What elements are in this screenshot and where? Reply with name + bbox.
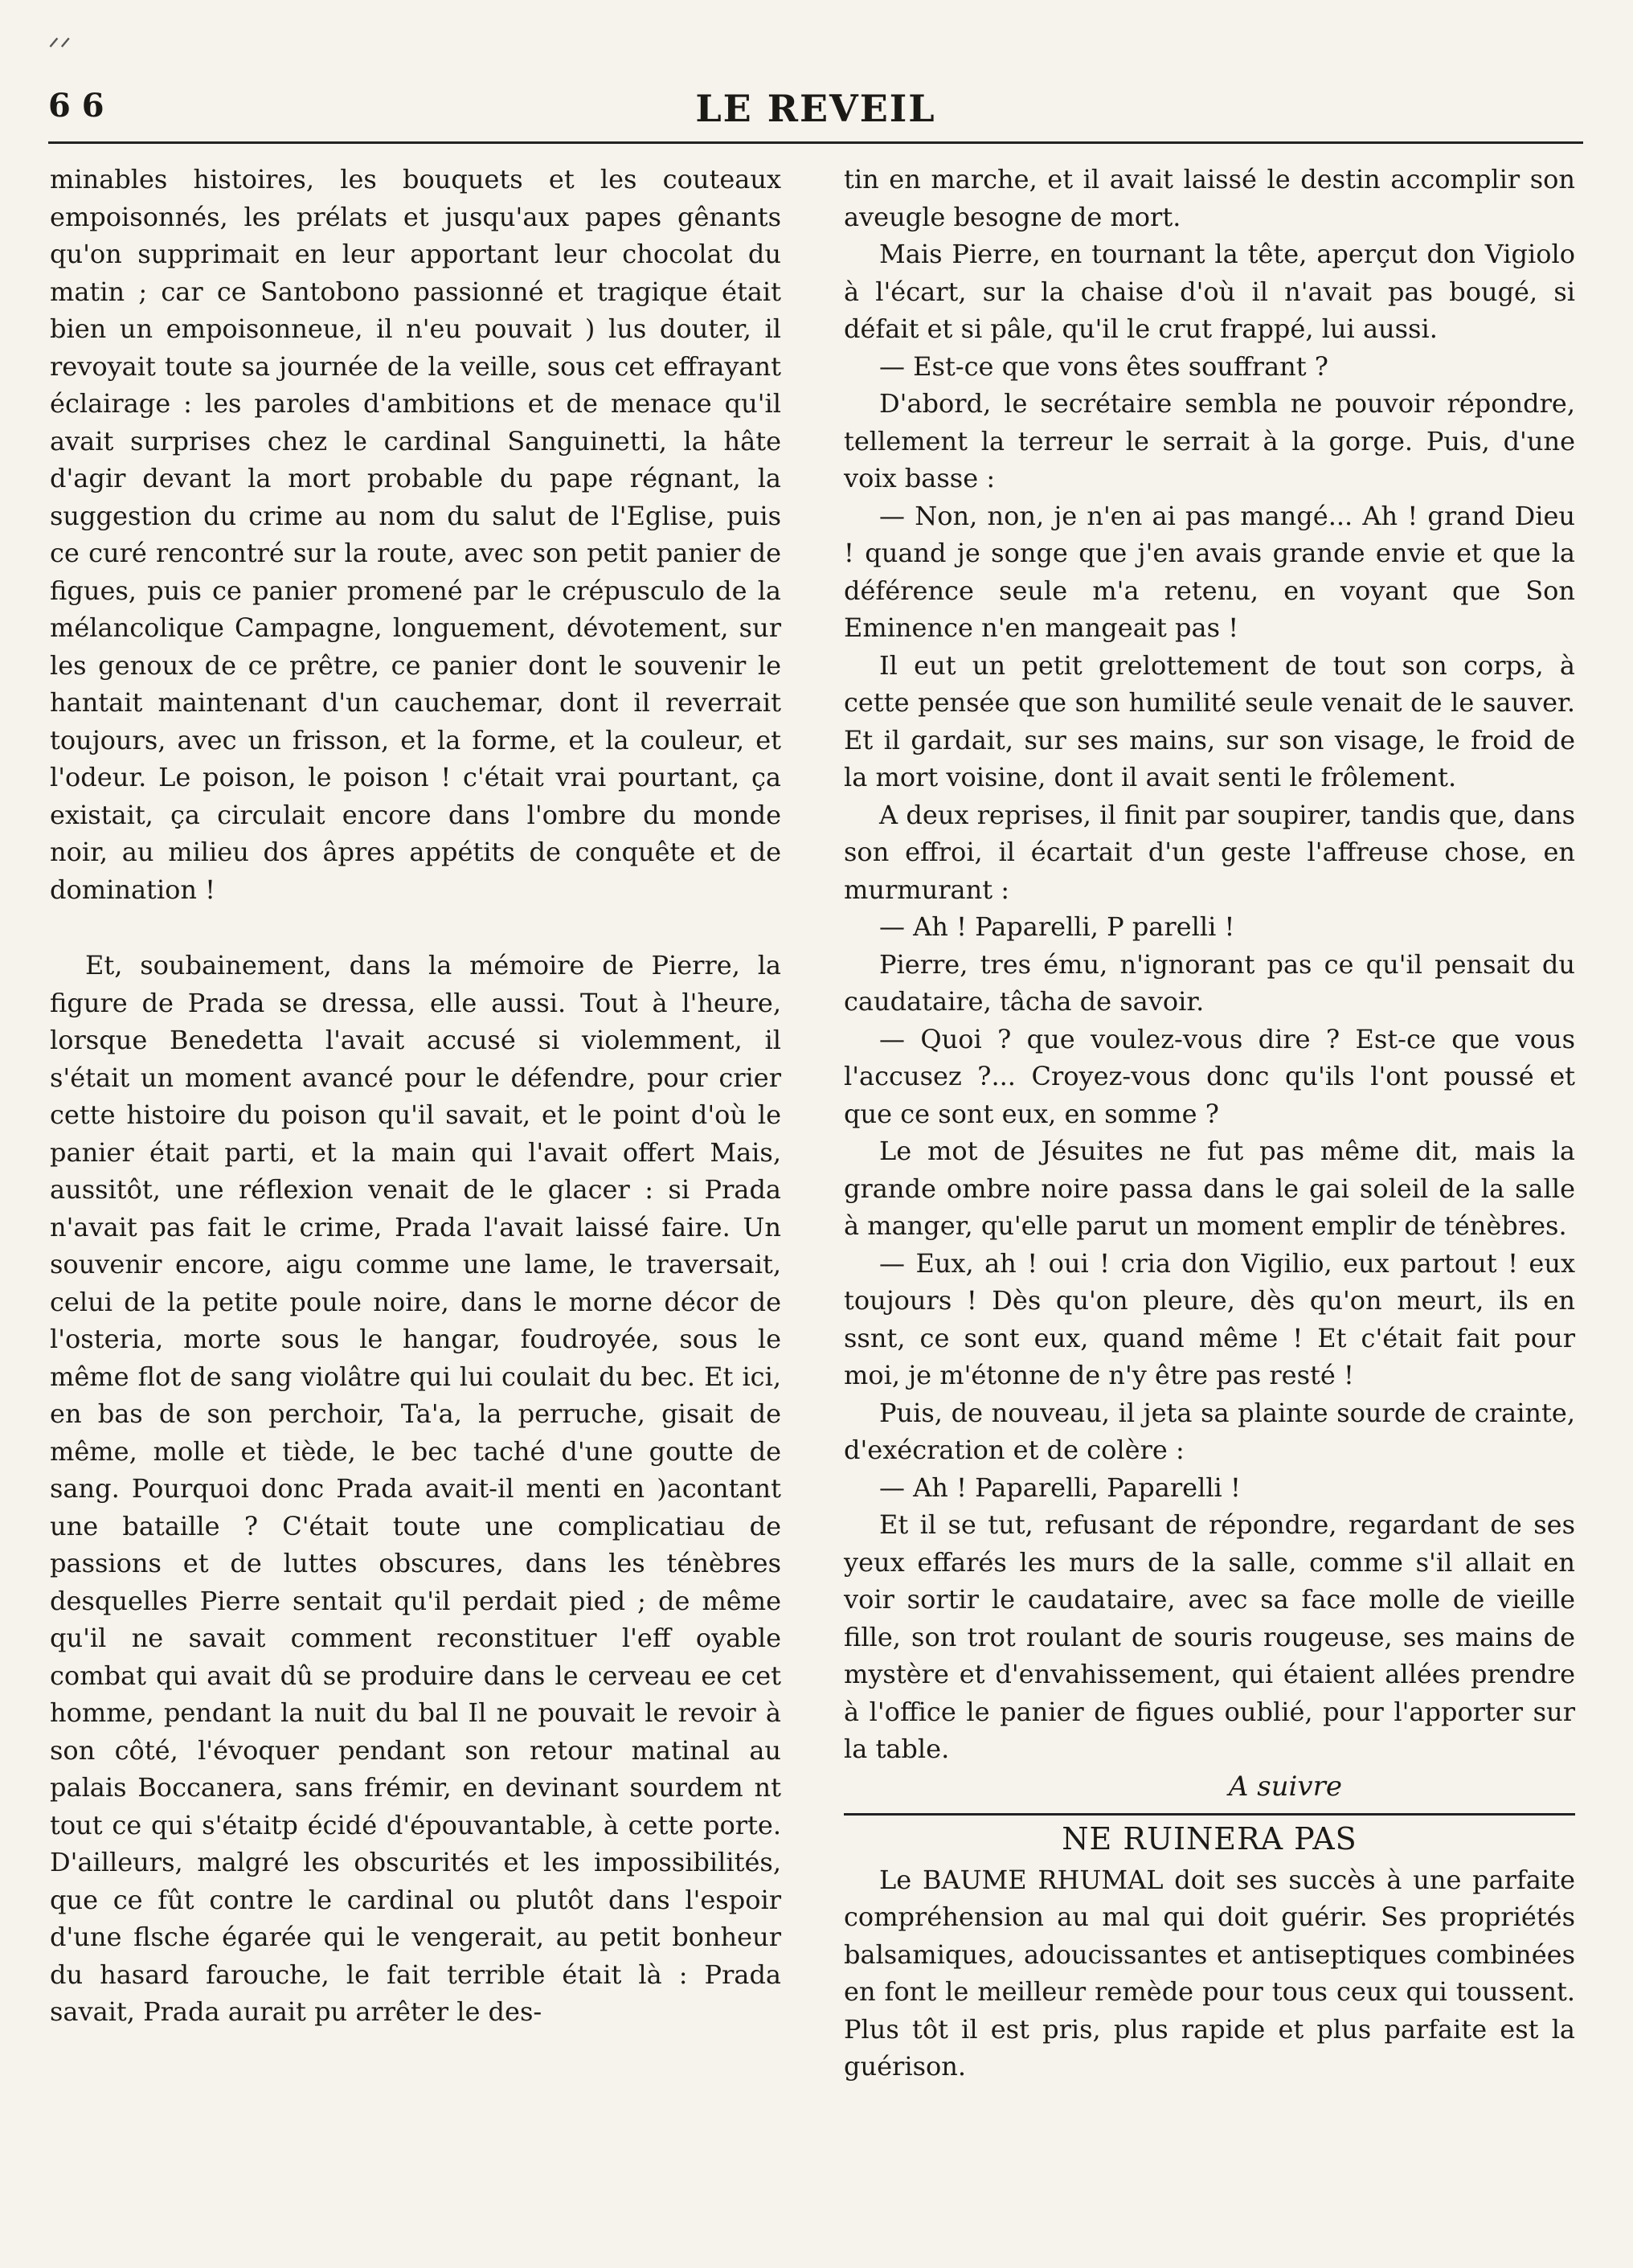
paragraph: — Eux, ah ! oui ! cria don Vigilio, eux partout ! eux toujours ! Dès qu'on pleure, dès qu'on meurt, ils en ssnt, ce sont eux, quand même ! Et c'était fait pour moi, je m'étonne de n'y être pas resté ! bbox=[844, 1247, 1575, 1390]
paragraph: Puis, de nouveau, il jeta sa plainte sourde de crainte, d'exécration et de colère : bbox=[844, 1397, 1575, 1465]
section-gap bbox=[50, 908, 781, 947]
paragraph: tin en marche, et il avait laissé le destin accomplir son aveugle besogne de mort. bbox=[844, 164, 1575, 232]
paragraph: Pierre, tres ému, n'ignorant pas ce qu'il pensait du caudataire, tâcha de savoir. bbox=[844, 948, 1575, 1017]
paragraph: — Quoi ? que voulez-vous dire ? Est-ce que vous l'accusez ?... Croyez-vous donc qu'ils l'ont poussé et que ce sont eux, en somme ? bbox=[844, 1023, 1575, 1129]
paragraph: Et, soubainement, dans la mémoire de Pierre, la figure de Prada se dressa, elle aussi. Tout à l'heure, lorsque Benedetta l'avait accusé si violemment, il s'était un moment avancé pour le défendre, pour crier cette histoire du poison qu'il savait, et le point d'où le panier était parti, et la main qui l'avait offert Mais, aussitôt, une réflexion venait de le glacer : si Prada n'avait pas fait le crime, Prada l'avait laissé faire. Un souvenir encore, aigu comme une lame, le traversait, celui de la petite poule noire, dans le morne décor de l'osteria, morte sous le hangar, foudroyée, sous le même flot de sang violâtre qui lui coulait du bec. Et ici, en bas de son perchoir, Ta'a, la perruche, gisait de même, molle et tiède, le bec taché d'une goutte de sang. Pourquoi donc Prada avait-il menti en )acontant une bataille ? C'était toute une complicatiau de passions et de luttes obscures, dans les ténèbres desquelles Pierre sentait qu'il perdait pied ; de même qu'il ne savait comment reconstituer l'eff oyable combat qui avait dû se produire dans le cerveau ee cet homme, pendant la nuit du bal Il ne pouvait le revoir à son côté, l'évoquer pendant son retour matinal au palais Boccanera, sans frémir, en devinant sourdem nt tout ce qui s'étaitp écidé d'épouvantable, à cette porte. D'ailleurs, malgré les obscurités et les impossibilités, que ce fût contre le cardinal ou plutôt dans l'espoir d'une flsche égarée qui le vengerait, au petit bonheur du hasard farouche, le fait terrible était là : Prada savait, Prada aurait pu arrêter le des- bbox=[50, 950, 781, 2027]
ad-title: NE RUINERA PAS bbox=[1062, 1821, 1357, 1857]
page-number: 6 6 bbox=[48, 87, 104, 125]
paragraph: Et il se tut, refusant de répondre, regardant de ses yeux effarés les murs de la salle, comme s'il allait en voir sortir le caudataire, avec sa face molle de vieille fille, son trot roulant de souris rougeuse, ses mains de mystère et d'envahissement, qui étaient allées prendre à l'office le panier de figues oublié, pour l'apporter sur la table. bbox=[844, 1509, 1575, 1764]
journal-title: LE REVEIL bbox=[695, 87, 936, 130]
paragraph: D'abord, le secrétaire sembla ne pouvoir répondre, tellement la terreur le serrait à la gorge. Puis, d'une voix basse : bbox=[844, 388, 1575, 493]
paragraph: Il eut un petit grelottement de tout son corps, à cette pensée que son humilité seule venait de le sauver. Et il gardait, sur ses mains, sur son visage, le froid de la mort voisine, dont il avait senti le frôlement. bbox=[844, 649, 1575, 792]
paragraph: minables histoires, les bouquets et les couteaux empoisonnés, les prélats et jusqu'aux papes gênants qu'on supprimait en leur apportant leur chocolat du matin ; car ce Santobono passionné et tragique était bien un empoisonneue, il n'eu pouvait ) lus douter, il revoyait toute sa journée de la veille, sous cet effrayant éclairage : les paroles d'ambitions et de menace qu'il avait surprises chez le cardinal Sanguinetti, la hâte d'agir devant la mort probable du pape régnant, la suggestion du crime au nom du salut de l'Eglise, puis ce curé rencontré sur la route, avec son petit panier de figues, puis ce panier promené par le crépusculo de la mélancolique Campagne, longuement, dévotement, sur les genoux de ce prêtre, ce panier dont le souvenir le hantait maintenant d'un cauchemar, dont il reverrait toujours, avec un frisson, et la forme, et la couleur, et l'odeur. Le poison, le poison ! c'était vrai pourtant, ça existait, ça circulait encore dans l'ombre du monde noir, au milieu dos âpres appétits de conquête et de domination ! bbox=[50, 164, 781, 905]
right-column bbox=[844, 161, 1575, 2086]
left-column bbox=[50, 161, 781, 2031]
paragraph: — Ah ! Paparelli, Paparelli ! bbox=[879, 1472, 1241, 1503]
page-header bbox=[48, 87, 1583, 135]
ad-separator-rule bbox=[844, 1813, 1575, 1816]
paragraph: — Ah ! Paparelli, P parelli ! bbox=[879, 911, 1235, 942]
ad-body: Le BAUME RHUMAL doit ses succès à une parfaite compréhension au mal qui doit guérir. Ses propriétés balsamiques, adoucissantes et antiseptiques combinées en font le meilleur remède pour tous ceux qui toussent. Plus tôt il est pris, plus rapide et plus parfaite est la guérison. bbox=[844, 1864, 1575, 2082]
paragraph: — Est-ce que vons êtes souffrant ? bbox=[879, 350, 1328, 382]
paragraph: A deux reprises, il finit par soupirer, tandis que, dans son effroi, il écartait d'un geste l'affreuse chose, en murmurant : bbox=[844, 799, 1575, 905]
paragraph: — Non, non, je n'en ai pas mangé... Ah ! grand Dieu ! quand je songe que j'en avais grande envie et que la déférence seule m'a retenu, en voyant que Son Eminence n'en mangeait pas ! bbox=[844, 500, 1575, 643]
paragraph: Mais Pierre, en tournant la tête, aperçut don Vigiolo à l'écart, sur la chaise d'où il n'avait pas bougé, si défait et si pâle, qu'il le crut frappé, lui aussi. bbox=[844, 239, 1575, 344]
a-suivre-label: A suivre bbox=[1228, 1770, 1342, 1803]
paragraph: Le mot de Jésuites ne fut pas même dit, mais la grande ombre noire passa dans le gai soleil de la salle à manger, qu'elle parut un moment emplir de ténèbres. bbox=[844, 1136, 1575, 1241]
corner-mark: ᐟᐟ bbox=[48, 32, 72, 64]
header-rule bbox=[48, 141, 1583, 144]
